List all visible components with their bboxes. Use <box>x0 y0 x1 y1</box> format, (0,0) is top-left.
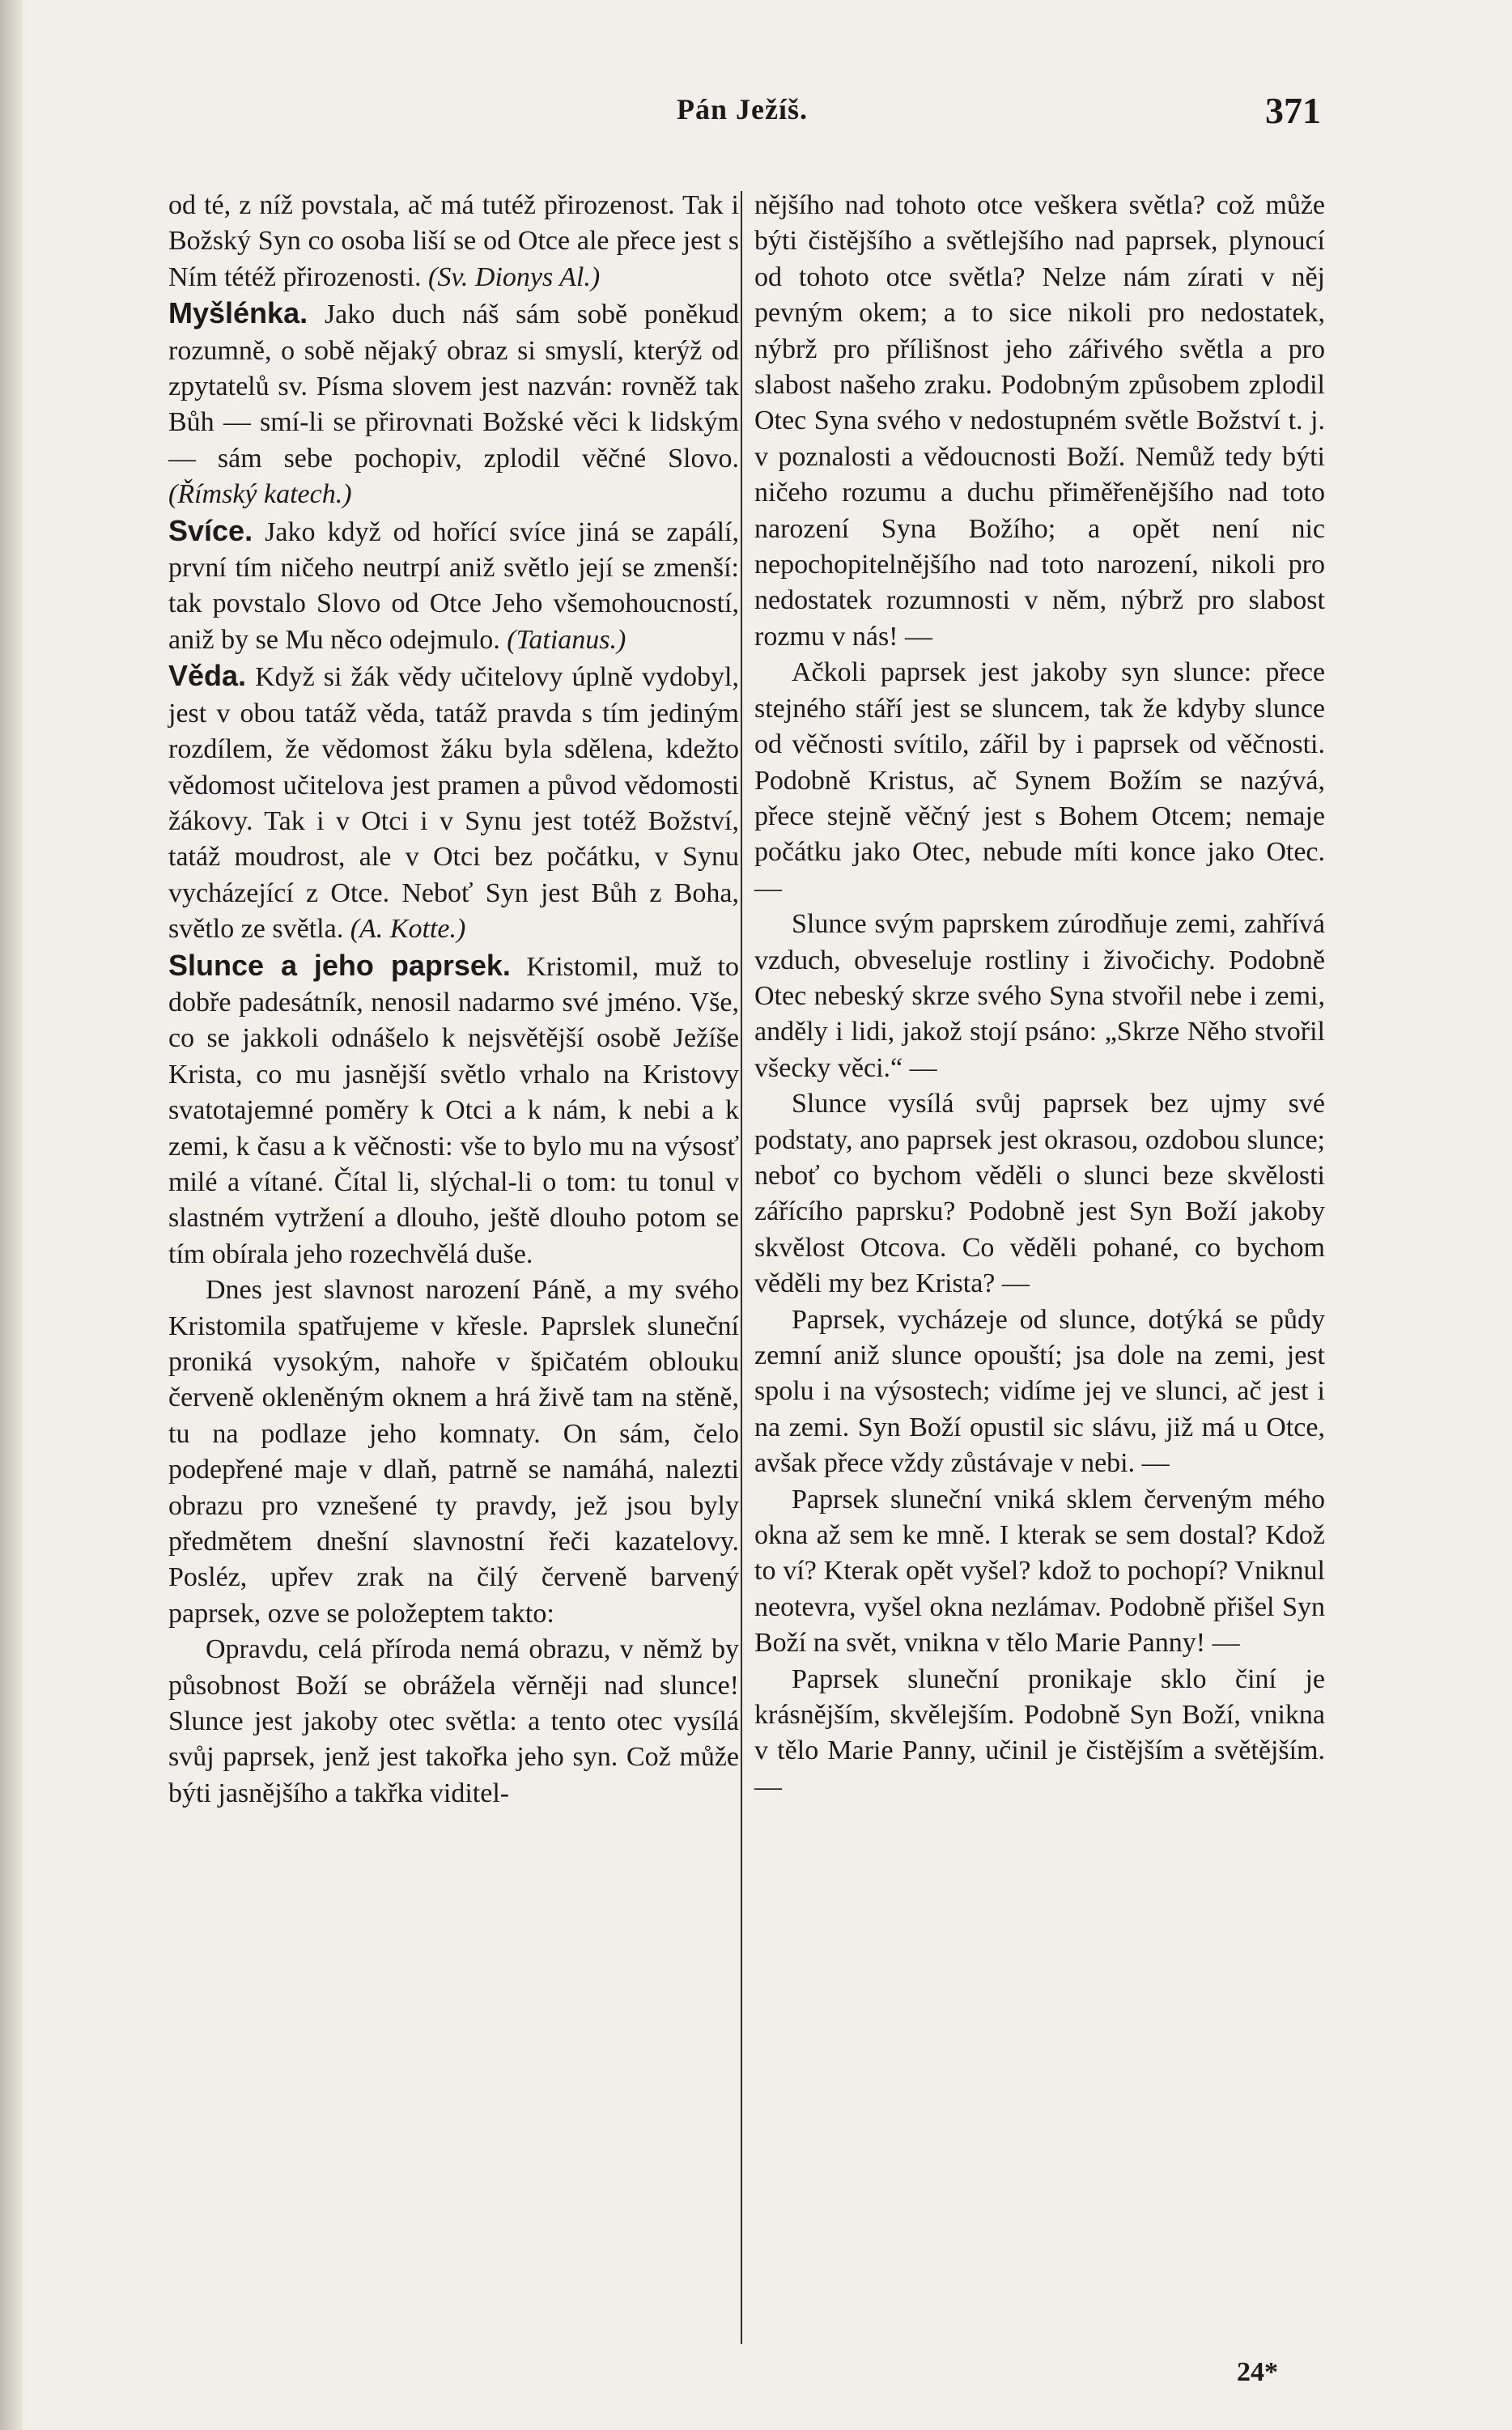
section-keyword: Svíce. <box>168 513 253 547</box>
source-citation: (Sv. Dionys Al.) <box>428 261 601 292</box>
paragraph-text: Paprsek, vycházeje od slunce, dotýká se půdy zemní aniž slunce opouští; jsa dole na zemi, jest spolu i na výsostech; vidíme jej ve slunci, ač jest i na zemi. Syn Boží opustil sic slávu, již má u Otce, avšak přece vždy zůstávaje v nebi. — <box>754 1304 1325 1479</box>
left-column <box>168 188 739 1812</box>
paragraph <box>754 188 1325 655</box>
paragraph-text: Opravdu, celá příroda nemá obrazu, v němž by působnost Boží se obrážela věrněji nad slunce! Slunce jest jakoby otec světla: a tento otec vysílá svůj paprsek, jenž jest takořka jeho syn. Což může býti jasnějšího a takřka viditel- <box>168 1634 739 1808</box>
paragraph-text: od té, z níž povstala, ač má tutéž přirozenost. Tak i Božský Syn co osoba liší se od Otce ale přece jest s Ním tétéž přirozenosti. <box>168 190 739 292</box>
source-citation: (Římský katech.) <box>168 479 352 510</box>
paragraph-text: Paprsek sluneční vniká sklem červeným mého okna až sem ke mně. I kterak se sem dostal? Kdož to ví? Kterak opět vyšel? kdož to pochopí? Vniknul neotevra, vyšel okna nezlámav. Podobně přišel Syn Boží na svět, vnikna v tělo Marie Panny! — <box>754 1484 1325 1659</box>
column-divider <box>741 191 742 2344</box>
page-spine-shadow <box>0 0 23 2430</box>
paragraph <box>168 513 739 659</box>
paragraph-text: Paprsek sluneční pronikaje sklo činí je krásnějším, skvělejším. Podobně Syn Boží, vnikna v tělo Marie Panny, učinil je čistějším a světějším. — <box>754 1663 1325 1802</box>
paragraph <box>754 1302 1325 1482</box>
paragraph <box>168 1272 739 1632</box>
source-citation: (Tatianus.) <box>507 624 626 655</box>
source-citation: (A. Kotte.) <box>350 914 466 945</box>
paragraph-text: Jako když od hořící svíce jiná se zapálí, první tím ničeho neutrpí aniž světlo její se zmenší: tak povstalo Slovo od Otce Jeho všemohoucností, aniž by se Mu něco odejmulo. <box>168 516 739 655</box>
paragraph-text: nějšího nad tohoto otce veškera světla? což může býti čistějšího a světlejšího nad paprsek, plynoucí od tohoto otce světla? Nelze nám zírati v něj pevným okem; a to sice nikoli pro nedostatek, nýbrž pro přílišnost jeho zářivého světla a pro slabost našeho zraku. Podobným způsobem zplodil Otec Syna svého v nedostupném světle Božství t. j. v poznalosti a vědoucnosti Boží. Nemůž tedy býti ničeho rozumu a duchu přiměřenějšího nad toto narození Syna Božího; a opět není nic nepochopitelnějšího nad toto narození, nikoli pro nedostatek rozumnosti v něm, nýbrž pro slabost rozmu v nás! — <box>754 190 1325 652</box>
paragraph-text: Když si žák vědy učitelovy úplně vydobyl, jest v obou tatáž věda, tatáž pravda s tím jediným rozdílem, že vědomost žáku byla sdělena, kdežto vědomost učitelova jest pramen a původ vědomosti žákovy. Tak i v Otci i v Synu jest totéž Božství, tatáž moudrost, ale v Otci bez počátku, v Synu vycházející z Otce. Neboť Syn jest Bůh z Boha, světlo ze světla. <box>168 662 740 945</box>
paragraph-text: Slunce svým paprskem zúrodňuje zemi, zahřívá vzduch, obveseluje rostliny i živočichy. Podobně Otec nebeský skrze svého Syna stvořil nebe i zemi, anděly i lidi, jakož stojí psáno: „Skrze Něho stvořil všecky věci.“ — <box>754 909 1325 1083</box>
printer-signature-mark: 24* <box>1237 2357 1278 2387</box>
paragraph <box>754 907 1325 1086</box>
paragraph <box>754 1086 1325 1302</box>
paragraph-text: Ačkoli paprsek jest jakoby syn slunce: přece stejného stáří jest se sluncem, tak že kdyby slunce od věčnosti svítilo, zářil by i paprsek od věčnosti. Podobně Kristus, ač Synem Božím se nazývá, přece stejně věčný jest s Bohem Otcem; nemaje počátku jako Otec, nebude míti konce jako Otec. — <box>754 657 1325 903</box>
section-keyword: Slunce a jeho paprsek. <box>168 948 511 982</box>
right-column <box>754 188 1325 1805</box>
paragraph <box>168 948 739 1273</box>
paragraph-text: Slunce vysílá svůj paprsek bez ujmy své podstaty, ano paprsek jest okrasou, ozdobou slunce; neboť co bychom věděli o slunci beze skvělosti zářícího paprsku? Podobně jest Syn Boží jakoby skvělost Otcova. Co věděli pohané, co bychom věděli my bez Krista? — <box>754 1089 1325 1299</box>
paragraph-text: Kristomil, muž to dobře padesátník, nenosil nadarmo své jméno. Vše, co se jakkoli odnášelo k nejsvětější osobě Ježíše Krista, co mu jasnější světlo vrhalo na Kristovy svatotajemné poměry k Otci a k nám, k nebi a k zemi, k času a k věčnosti: vše to bylo mu na výsosť milé a vítané. Čítal li, slýchal-li o tom: tu tonul v slastném vytržení a dlouho, ještě dlouho potom se tím obírala jeho rozechvělá duše. <box>168 951 739 1269</box>
paragraph-text: Jako duch náš sám sobě poněkud rozumně, o sobě nějaký obraz si smyslí, kterýž od zpytatelů sv. Písma slovem jest nazván: rovněž tak Bůh — smí-li se přirovnati Božské věci k lidským — sám sebe pochopiv, zplodil věčné Slovo. <box>168 300 740 474</box>
paragraph <box>168 295 739 512</box>
paragraph <box>168 188 739 295</box>
paragraph <box>754 655 1325 907</box>
page-number: 371 <box>1265 90 1321 131</box>
section-keyword: Věda. <box>168 659 247 693</box>
section-keyword: Myšlénka. <box>168 296 308 330</box>
paragraph <box>754 1662 1325 1806</box>
paragraph <box>754 1482 1325 1662</box>
paragraph <box>168 658 739 947</box>
paragraph-text: Dnes jest slavnost narození Páně, a my svého Kristomila spatřujeme v křesle. Paprslek sluneční proniká vysokým, nahoře v špičatém oblouku červeně okleněným oknem a hrá živě tam na stěně, tu na podlaze jeho komnaty. On sám, čelo podepřené maje v dlaň, patrně se namáhá, nalezti obrazu pro vznešené ty pravdy, jež jsou byly předmětem dnešní slavnostní řeči kazatelovy. Posléz, upřev zrak na čilý červeně barvený paprsek, ozve se položeptem takto: <box>168 1275 739 1629</box>
running-header-title: Pán Ježíš. <box>677 93 808 125</box>
paragraph <box>168 1632 739 1812</box>
